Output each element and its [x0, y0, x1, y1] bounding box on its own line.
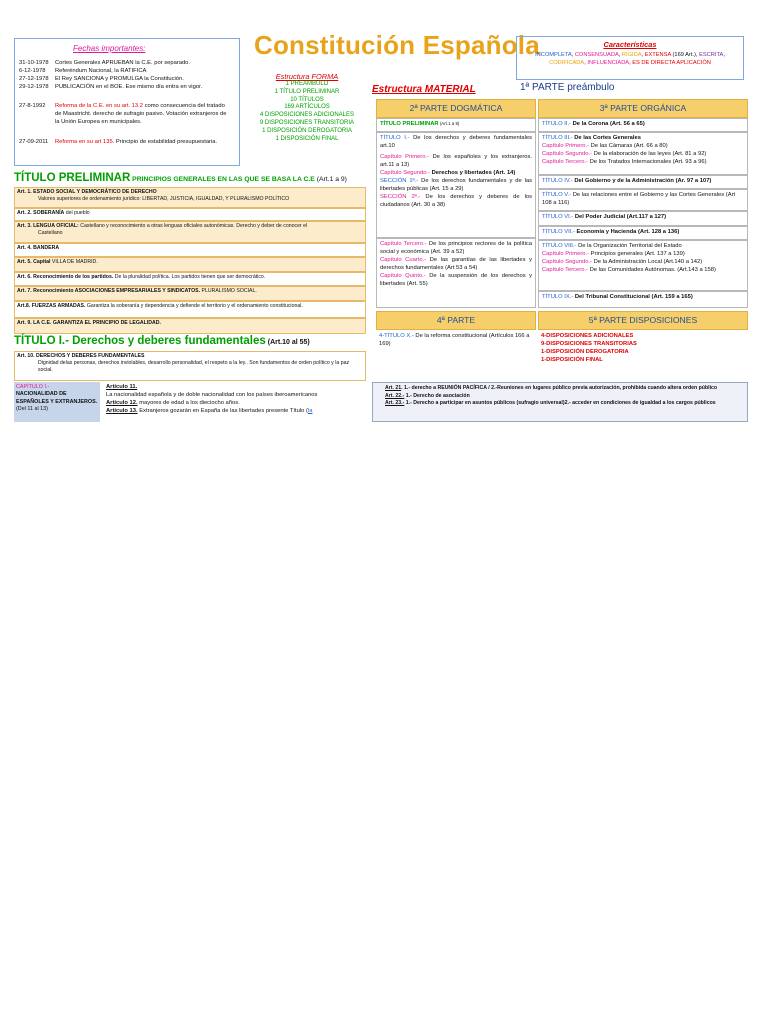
caracteristica-item: , — [618, 52, 622, 58]
articulo-row: Art. 9. LA C.E. GARANTIZA EL PRINCIPIO DE LEGALIDAD. — [14, 318, 366, 334]
forma-item: 1 PREAMBULO — [285, 81, 329, 87]
cell-titulo-preliminar: TÍTULO PRELIMINAR (Art.1 a 9) — [376, 118, 536, 132]
cell-titulo-diez: 4-TÍTULO X.- De la reforma constitucional (Artículos 166 a 169) — [379, 333, 530, 347]
caracteristica-item: , — [584, 60, 588, 67]
caracteristicas-title: Características — [603, 40, 657, 49]
fecha-row: 6-12-1978 Referéndum Nacional, la RATIFICA — [19, 68, 147, 74]
forma-item: 1 DISPOSICIÓN FINAL — [275, 135, 339, 142]
header-parte-organica: 3ª PARTE ORGÁNICA — [538, 99, 748, 118]
cell-titulo-dos: TÍTULO II.- De la Corona (Art. 56 a 65) — [538, 118, 748, 132]
cell-titulo-tres: TÍTULO III.- De las Cortes Generales Capítulo Primero.- De las Cámaras (Art. 66 a 80) Capítulo Segundo.- De la elaboración de las leyes (Art. 81 a 92) Capítulo Tercero.- De los Tratados Internacionales (Art. 93 a 96) — [538, 132, 748, 175]
caracteristica-item: , — [571, 52, 575, 58]
cell-disposiciones — [538, 331, 748, 371]
titulo-uno-heading: TÍTULO I.- Derechos y deberes fundamentales (Art.10 al 55) — [14, 335, 310, 347]
page-title: Constitución Española — [254, 30, 540, 60]
fecha-row: 31-10-1978 Cortes Generales APRUEBAN la C.E. por separado. — [19, 60, 191, 66]
articulo-diez: Art. 10. DERECHOS Y DEBERES FUNDAMENTALES Dignidad delas personas, derechos inviolables, desarrollo personalidad, el respeto a la ley.. Son fundamentos de orden político y la paz social. — [14, 351, 366, 381]
forma-item: 4 DISPOSICIONES ADICIONALES — [259, 112, 355, 119]
forma-item: 1 TÍTULO PRELIMINAR — [274, 88, 340, 95]
cell-titulo-cuatro: TÍTULO IV.- Del Gobierno y de la Administración (Ar. 97 a 107) — [538, 175, 748, 189]
estructura-forma — [246, 72, 368, 143]
estructura-material-table — [376, 99, 748, 339]
header-quinta-parte: 5ª PARTE DISPOSICIONES — [538, 311, 748, 330]
disposicion-item: 9-DISPOSICIONES TRANSITORIAS — [541, 340, 637, 347]
caracteristica-item: CONSENSUADA — [574, 52, 619, 58]
caracteristica-item: EXTENSA — [644, 52, 671, 58]
articulo-row: Art. 4. BANDERA — [14, 243, 366, 257]
fecha-row: 27-8-1992 Reforma de la C.E. en su art. 13.2 como consecuencia del tratado de Maastricht. derecho de sufragio pasivo. Votación extranjeros de la Unión Europea en municipales. — [19, 103, 227, 125]
caracteristica-item: INCOMPLETA — [535, 52, 572, 58]
caracteristicas-box — [516, 36, 744, 80]
caracteristica-item: CODIFICADA — [549, 60, 585, 67]
caracteristica-item: , — [641, 52, 645, 58]
header-parte-dogmatica: 2ª PARTE DOGMÁTICA — [376, 99, 536, 118]
articulos-preliminares — [14, 187, 366, 334]
articulo-row: Art.8. FUERZAS ARMADAS. Garantiza la soberanía y dependencia y defiende el territorio y el ordenamiento constitucional. — [14, 301, 366, 318]
cell-titulo-seis: TÍTULO VI.- Del Poder Judicial (Art.117 a 127) — [538, 211, 748, 226]
disposicion-item: 1-DISPOSICIÓN DEROGATORIA — [541, 348, 629, 355]
fechas-importantes-box — [14, 38, 240, 166]
cell-titulo-ocho: TÍTULO VIII.- De la Organización Territorial del Estado Capítulo Primero.- Principios generales (Art. 137 a 139) Capítulo Segundo.- De la Administración Local (Art.140 a 142) Capítulo Tercero.- De las Comunidades Autónomas. (Art.143 a 158) — [538, 240, 748, 291]
la-link[interactable]: la — [307, 407, 313, 414]
caracteristicas-list — [517, 49, 743, 68]
titulo-preliminar-heading: TÍTULO PRELIMINAR PRINCIPIOS GENERALES EN LAS QUE SE BASA LA C.E (Art.1 a 9) — [14, 172, 347, 184]
caracteristica-item: (169 Art.), — [670, 52, 700, 58]
capitulo-uno-articulos: Artículo 11. La nacionalidad española y de doble nacionalidad con los países iberoamericanos Artículo 12. mayores de edad a los dieciocho años. Artículo 13. Extranjeros gozarán en España de las libertades presente Título (la — [106, 384, 318, 414]
forma-item: 9 DISPOSICIONES TRANSITORIA — [259, 119, 355, 126]
disposicion-item: 1-DISPOSICIÓN FINAL — [541, 356, 603, 363]
caracteristica-item: RÍGIDA — [621, 52, 642, 58]
articulo-row: Art. 1. ESTADO SOCIAL Y DEMOCRÁTICO DE DERECHO Valores superiores de ordenamiento jurídico: LIBERTAD, JUSTICIA, IGUALDAD, Y PLURALISMO POLÍTICO — [14, 187, 366, 208]
fecha-row: 29-12-1978 PUBLICACIÓN en el BOE. Ese mismo día entra en vigor. — [19, 84, 203, 90]
cell-titulo-nueve: TÍTULO IX.- Del Tribunal Constitucional (Art. 159 a 165) — [538, 291, 748, 308]
articulo-row: Art. 6. Reconocimiento de los partidos. De la pluralidad política. Los partidos tienen que ser democrático. — [14, 272, 366, 286]
articulo-row: Art. 3. LENGUA OFICIAL: Castellano y reconocimiento a otras lenguas oficiales autonómicas. Derecho y deber de conocer el Castellano — [14, 221, 366, 243]
cell-titulo-uno: TÍTULO I.- De los derechos y deberes fundamentales art.10 Capítulo Primero.- De los españoles y los extranjeros. art.11 a 13) Capítulo Segundo.- Derechos y libertades (Art. 14) SECCIÓN 1ª.- De los derechos fundamentales y de las libertades públicas (Art. 15 a 29) SECCIÓN 2ª.- De los derechos y deberes de los ciudadanos (Art. 30 a 38) — [376, 132, 536, 238]
caracteristica-item: , — [629, 60, 633, 67]
cell-titulo-siete: TÍTULO VII.- Economía y Hacienda (Art. 128 a 136) — [538, 226, 748, 240]
forma-item: 10 TÍTULOS — [290, 96, 324, 103]
caracteristica-item: ESCRITA — [699, 52, 724, 58]
forma-item: 1 DISPOSICIÓN DEROGATORIA — [262, 127, 352, 134]
preambulo-label: 1ª PARTE preámbulo — [520, 82, 615, 93]
caracteristica-item: INFLUENCIADA — [587, 60, 630, 67]
capitulo-uno-label: CAPÍTULO I.- NACIONALIDAD DE ESPAÑOLES Y EXTRANJEROS. (Del 11 al 13) — [14, 382, 100, 422]
caracteristica-item: , — [723, 52, 725, 58]
articulo-row: Art. 7. Reconocimiento ASOCIACIONES EMPRESARIALES Y SINDICATOS. PLURALISMO SOCIAL. — [14, 286, 366, 301]
forma-item: 169 ARTÍCULOS — [284, 104, 330, 111]
disposicion-item: 4-DISPOSICIONES ADICIONALES — [541, 333, 634, 339]
cell-titulo-cinco: TÍTULO V.- De las relaciones entre el Gobierno y las Cortes Generales (Art 108 a 116) — [538, 189, 748, 211]
caracteristica-item: ES DE DIRECTA APLICACIÓN — [632, 60, 711, 67]
articulo-row: Art. 5. Capital VILLA DE MADRID. — [14, 257, 366, 272]
capitulo-uno — [14, 382, 366, 422]
articulo-link[interactable]: Artículo 13. — [106, 407, 138, 414]
forma-title: Estructura FORMA — [275, 72, 339, 81]
articulo-row: Art. 2. SOBERANÍA del pueblo — [14, 208, 366, 221]
fecha-row: 27-12-1978 El Rey SANCIONA y PROMULGA la Constitución. — [19, 76, 184, 82]
articulo-link[interactable]: Artículo 12. — [106, 399, 138, 406]
material-title: Estructura MATERIAL — [372, 84, 476, 95]
articulo-link[interactable]: Artículo 11. — [106, 384, 138, 390]
fecha-row: 27-09-2011 Reforma en su art 135. Principio de estabilidad presupuestaria. — [19, 139, 218, 145]
derechos-articulos-box: Art. 21. 1.- derecho a REUNIÓN PACÍFICA / 2.-Reuniones en lugares público previa autorización, prohibida cuando altera orden público Art. 22.- 1.- Derecho de asociación Art. 23.- 1.- Derecho a participar en asuntos públicos (sufragio universal)2.- acceder en condiciones de igualdad a los cargos públicos — [372, 382, 748, 422]
header-cuarta-parte: 4ª PARTE — [376, 311, 536, 330]
cell-capitulos-tres-cinco: Capítulo Tercero.- De los principios rectores de la política social y económica (Art. 39 a 52) Capítulo Cuarto.- De las garantías de las libertades y derechos fundamentales (Art 53 a 54) Capítulo Quinto.- De la suspensión de los derechos y libertades (Art. 55) — [376, 238, 536, 308]
fechas-title: Fechas importantes: — [73, 44, 146, 53]
